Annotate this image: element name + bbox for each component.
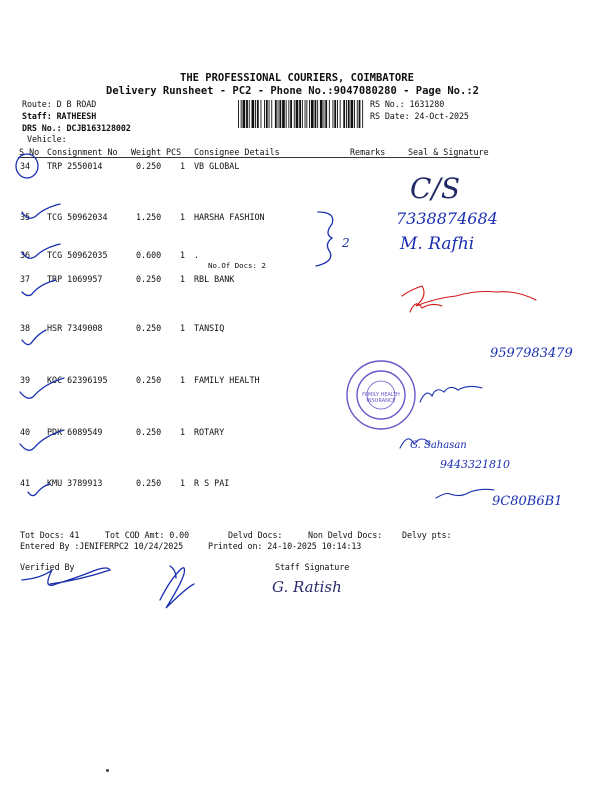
rs-number: RS No.: 1631280: [370, 99, 445, 109]
tot-cod-amt: Tot COD Amt: 0.00: [105, 530, 190, 540]
col-weight: Weight: [131, 147, 162, 157]
row-sno: 37: [20, 274, 31, 284]
row-consignment: KMU 3789913: [47, 478, 103, 488]
receiver-signature-icon: [436, 489, 494, 498]
col-remarks: Remarks: [350, 147, 386, 157]
circle-mark-icon: [16, 154, 38, 178]
row-pcs: 1: [180, 478, 186, 488]
tick-mark-icon: [22, 280, 56, 296]
stamp-text: FAMILY HEALTH INSURANCE: [362, 392, 400, 404]
phone-handwriting: 9C80B6B1: [492, 494, 563, 509]
name-handwriting: G. Sahasan: [410, 440, 467, 451]
company-title: THE PROFESSIONAL COURIERS, COIMBATORE: [180, 72, 414, 84]
row-consignee: HARSHA FASHION: [194, 212, 265, 222]
row-consignment: TCG 50962034: [47, 212, 108, 222]
row-consignee: VB GLOBAL: [194, 161, 240, 171]
phone-handwriting: 7338874684: [396, 209, 498, 228]
row-consignee: R S PAI: [194, 478, 230, 488]
row-weight: 0.250: [136, 274, 162, 284]
row-consignment: HSR 7349008: [47, 323, 103, 333]
verified-by: Verified By: [20, 562, 75, 572]
tick-mark-icon: [22, 244, 60, 258]
tick-mark-icon: [28, 484, 50, 496]
row-pcs: 1: [180, 274, 186, 284]
row-sno: 35: [20, 212, 31, 222]
row-weight: 0.250: [136, 478, 162, 488]
col-sno: S No: [19, 147, 40, 157]
delvy-pts: Delvy pts:: [402, 530, 452, 540]
row-pcs: 1: [180, 250, 186, 260]
row-consignee: FAMILY HEALTH: [194, 375, 260, 385]
non-delvd-docs: Non Delvd Docs:: [308, 530, 383, 540]
staff-signature: G. Ratish: [272, 578, 342, 596]
row-pcs: 1: [180, 161, 186, 171]
row-weight: 0.250: [136, 427, 162, 437]
col-details: Consignee Details: [194, 147, 280, 157]
rs-date: RS Date: 24-Oct-2025: [370, 111, 469, 121]
row-sno: 40: [20, 427, 31, 437]
row-sno: 39: [20, 375, 31, 385]
runsheet-subtitle: Delivery Runsheet - PC2 - Phone No.:9047080280 - Page No.:2: [106, 85, 479, 97]
name-handwriting: M. Rafhi: [400, 234, 475, 254]
tick-mark-icon: [22, 204, 60, 218]
row-consignment: KOC 62396195: [47, 375, 108, 385]
count-handwriting: 2: [342, 236, 350, 250]
delvd-docs: Delvd Docs:: [228, 530, 283, 540]
row-consignee: .: [194, 250, 200, 260]
row-weight: 0.250: [136, 323, 162, 333]
entered-by: Entered By :JENIFERPC2 10/24/2025: [20, 541, 184, 551]
no-of-docs: No.Of Docs: 2: [208, 261, 266, 270]
official-signature-icon: [160, 566, 194, 608]
route-label: Route: D B ROAD: [22, 99, 97, 109]
col-consignment: Consignment No: [47, 147, 118, 157]
row-pcs: 1: [180, 375, 186, 385]
row-pcs: 1: [180, 323, 186, 333]
phone-handwriting: 9443321810: [440, 458, 510, 471]
drs-number: DRS No.: DCJB163128002: [22, 123, 131, 133]
row-sno: 34: [20, 161, 31, 171]
row-sno: 36: [20, 250, 31, 260]
printed-on: Printed on: 24-10-2025 10:14:13: [208, 541, 362, 551]
staff-signature-label: Staff Signature: [275, 562, 350, 572]
row-weight: 0.250: [136, 161, 162, 171]
staff-label: Staff: RATHEESH: [22, 111, 97, 121]
row-weight: 0.250: [136, 375, 162, 385]
row-consignee: RBL BANK: [194, 274, 235, 284]
tot-docs: Tot Docs: 41: [20, 530, 80, 540]
row-consignment: TRP 2550014: [47, 161, 103, 171]
row-weight: 1.250: [136, 212, 162, 222]
courier-signature-icon: [420, 386, 482, 402]
row-consignment: PDK 6089549: [47, 427, 103, 437]
col-seal: Seal & Signature: [408, 147, 489, 157]
tick-mark-icon: [22, 330, 46, 345]
vehicle-label: Vehicle:: [27, 134, 67, 144]
cs-handwriting: C/S: [410, 172, 461, 205]
row-consignee: TANSIQ: [194, 323, 225, 333]
col-pcs: PCS: [166, 147, 182, 157]
verified-signature-icon: [22, 568, 110, 585]
brace-mark-icon: [316, 212, 333, 266]
row-sno: 41: [20, 478, 31, 488]
row-consignee: ROTARY: [194, 427, 225, 437]
red-signature-icon: [402, 286, 536, 306]
row-pcs: 1: [180, 427, 186, 437]
tick-mark-icon: [20, 430, 64, 450]
tick-mark-icon: [20, 378, 64, 398]
row-consignment: TRP 1069957: [47, 274, 103, 284]
phone-handwriting: 9597983479: [490, 346, 573, 361]
row-pcs: 1: [180, 212, 186, 222]
row-sno: 38: [20, 323, 31, 333]
row-consignment: TCG 50962035: [47, 250, 108, 260]
row-weight: 0.600: [136, 250, 162, 260]
